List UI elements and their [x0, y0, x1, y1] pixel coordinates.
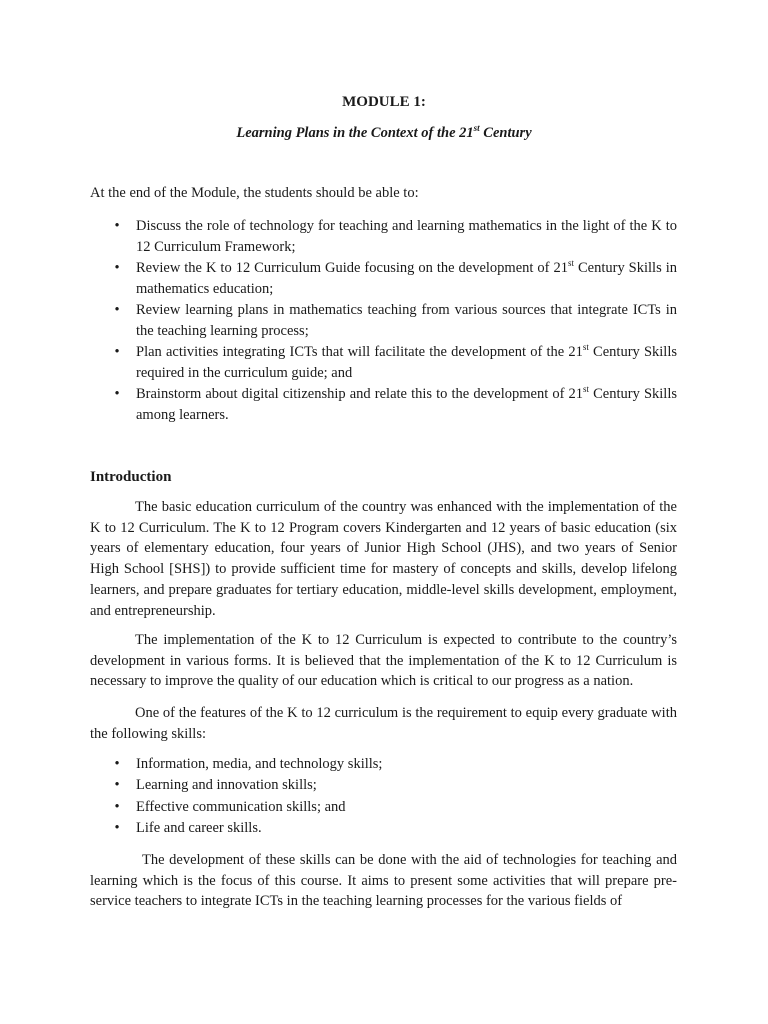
bullet-icon: • — [114, 756, 120, 772]
skill-item: • Life and career skills. — [90, 818, 677, 839]
introduction-heading: Introduction — [90, 469, 172, 485]
skills-list — [90, 754, 677, 839]
objective-item: • Plan activities integrating ICTs that will facilitate the development of the 21st Century Skills required in the curriculum guide; and — [90, 342, 677, 383]
objective-item: • Review the K to 12 Curriculum Guide focusing on the development of 21st Century Skills in mathematics education; — [90, 258, 677, 299]
intro-paragraph-2: The implementation of the K to 12 Curriculum is expected to contribute to the country’s development in various forms. It is believed that the implementation of the K to 12 Curriculum is necessary to improve the quality of our education which is critical to our progress as a nation. — [90, 632, 677, 690]
bullet-icon: • — [114, 260, 120, 276]
skill-item: • Effective communication skills; and — [90, 797, 677, 818]
bullet-icon: • — [114, 798, 120, 815]
bullet-icon: • — [114, 386, 120, 402]
skill-item: • Learning and innovation skills; — [90, 775, 677, 796]
bullet-icon: • — [114, 777, 120, 794]
objective-item: • Discuss the role of technology for teaching and learning mathematics in the light of the K to 12 Curriculum Framework; — [90, 216, 677, 257]
objective-item: • Brainstorm about digital citizenship and relate this to the development of 21st Century Skills among learners. — [90, 384, 677, 425]
subtitle-end: Century — [479, 125, 532, 141]
objective-item: • Review learning plans in mathematics teaching from various sources that integrate ICTs in the teaching learning process; — [90, 300, 677, 341]
bullet-icon: • — [114, 218, 120, 234]
module-subtitle — [0, 123, 768, 143]
objectives-intro: At the end of the Module, the students should be able to: — [90, 185, 419, 201]
module-title: MODULE 1: — [342, 94, 426, 110]
intro-paragraph-4: The development of these skills can be done with the aid of technologies for teaching and learning which is the focus of this course. It aims to present some activities that will prepare pre-service teachers to integrate ICTs in the teaching learning processes for the various fields of — [90, 852, 677, 910]
objectives-list — [90, 216, 677, 426]
subtitle-superscript: st — [473, 123, 480, 134]
bullet-icon: • — [114, 819, 120, 836]
bullet-icon: • — [114, 302, 120, 318]
intro-paragraph-3: One of the features of the K to 12 curriculum is the requirement to equip every graduate with the following skills: — [90, 705, 677, 742]
intro-paragraph-1: The basic education curriculum of the country was enhanced with the implementation of the K to 12 Curriculum. The K to 12 Program covers Kindergarten and 12 years of basic education (six years of elementary education, four years of Junior High School (JHS), and two years of Senior High School [SHS]) to provide sufficient time for mastery of concepts and skills, develop lifelong learners, and prepare graduates for tertiary education, middle-level skills development, employment, and entrepreneurship. — [90, 499, 677, 619]
skill-item: • Information, media, and technology skills; — [90, 754, 677, 775]
subtitle-text: Learning Plans in the Context of the 21 — [236, 125, 474, 141]
bullet-icon: • — [114, 344, 120, 360]
